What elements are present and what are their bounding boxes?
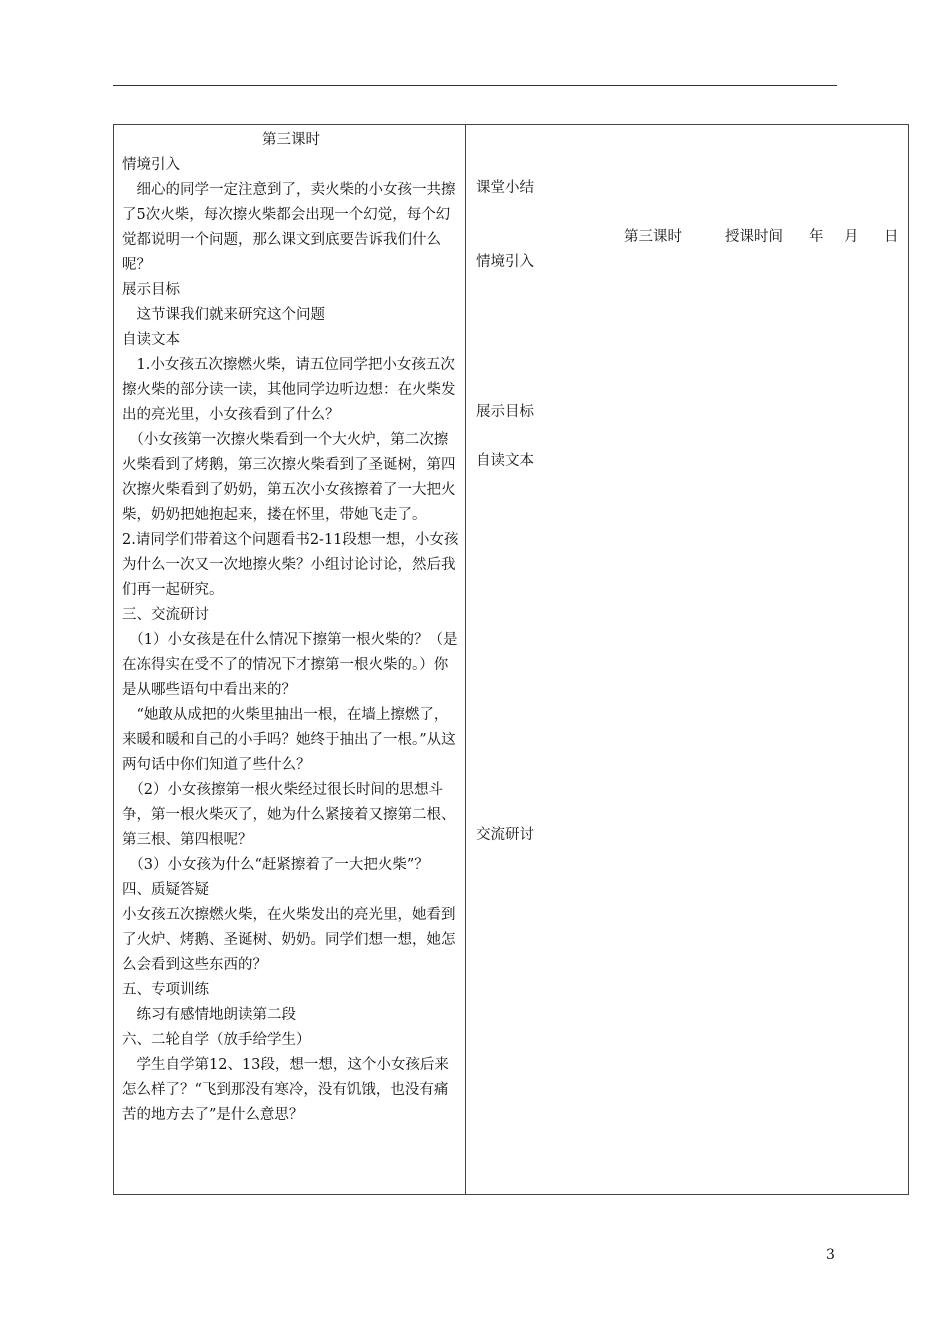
content-line: 五、专项训练	[122, 982, 209, 998]
class-time-label: 授课时间	[725, 229, 783, 245]
lesson-period: 第三课时	[624, 229, 682, 245]
content-line: 细心的同学一定注意到了，卖火柴的小女孩一共擦了5次火柴，每次擦火柴都会出现一个幻觉，每个幻觉都说明一个问题，那么课文到底要告诉我们什么呢？	[122, 182, 456, 273]
content-line: 六、二轮自学（放手给学生）	[122, 1032, 311, 1048]
label-goals: 展示目标	[476, 404, 534, 420]
label-summary: 课堂小结	[476, 180, 534, 196]
content-line: 这节课我们就来研究这个问题	[122, 307, 325, 323]
lesson-content-column	[122, 128, 460, 1128]
content-line: 学生自学第12、13段，想一想，这个小女孩后来怎么样了？“飞到那没有寒冷，没有饥饿，也没有痛苦的地方去了”是什么意思？	[122, 1057, 449, 1123]
lesson-title: 第三课时	[262, 132, 320, 148]
content-line: 2.请同学们带着这个问题看书2-11段想一想，小女孩为什么一次又一次地擦火柴？小组讨论讨论，然后我们再一起研究。	[122, 532, 459, 598]
month-label: 月	[844, 229, 859, 245]
header-rule	[113, 85, 837, 86]
year-label: 年	[809, 229, 824, 245]
label-intro: 情境引入	[476, 254, 534, 270]
content-line: （2）小女孩擦第一根火柴经过很长时间的思想斗争，第一根火柴灭了，她为什么紧接着又擦第二根、第三根、第四根呢？	[122, 782, 456, 848]
content-line: 自读文本	[122, 332, 180, 348]
content-line: （3）小女孩为什么“赶紧擦着了一大把火柴”？	[122, 857, 429, 873]
content-line: （小女孩第一次擦火柴看到一个大火炉，第二次擦火柴看到了烤鹅，第三次擦火柴看到了圣诞树，第四次擦火柴看到了奶奶，第五次小女孩擦着了一大把火柴，奶奶把她抱起来，搂在怀里，带她飞走了。	[122, 432, 456, 523]
label-reading: 自读文本	[476, 453, 534, 469]
day-label: 日	[884, 229, 899, 245]
content-line: “她敢从成把的火柴里抽出一根，在墙上擦燃了，来暖和暖和自己的小手吗？她终于抽出了一根。”从这两句话中你们知道了些什么？	[122, 707, 456, 773]
content-line: （1）小女孩是在什么情况下擦第一根火柴的？（是在冻得实在受不了的情况下才擦第一根火柴的。）你是从哪些语句中看出来的？	[122, 632, 458, 698]
content-line: 1.小女孩五次擦燃火柴，请五位同学把小女孩五次擦火柴的部分读一读，其他同学边听边想：在火柴发出的亮光里，小女孩看到了什么？	[122, 357, 456, 423]
column-divider	[465, 124, 466, 1195]
content-line: 三、交流研讨	[122, 607, 209, 623]
content-line: 四、质疑答疑	[122, 882, 209, 898]
label-discussion: 交流研讨	[476, 827, 534, 843]
page-number: 3	[826, 1247, 835, 1263]
content-line: 练习有感情地朗读第二段	[122, 1007, 296, 1023]
content-line: 小女孩五次擦燃火柴，在火柴发出的亮光里，她看到了火炉、烤鹅、圣诞树、奶奶。同学们想一想，她怎么会看到这些东西的？	[122, 907, 456, 973]
content-line: 展示目标	[122, 282, 180, 298]
content-line: 情境引入	[122, 157, 180, 173]
